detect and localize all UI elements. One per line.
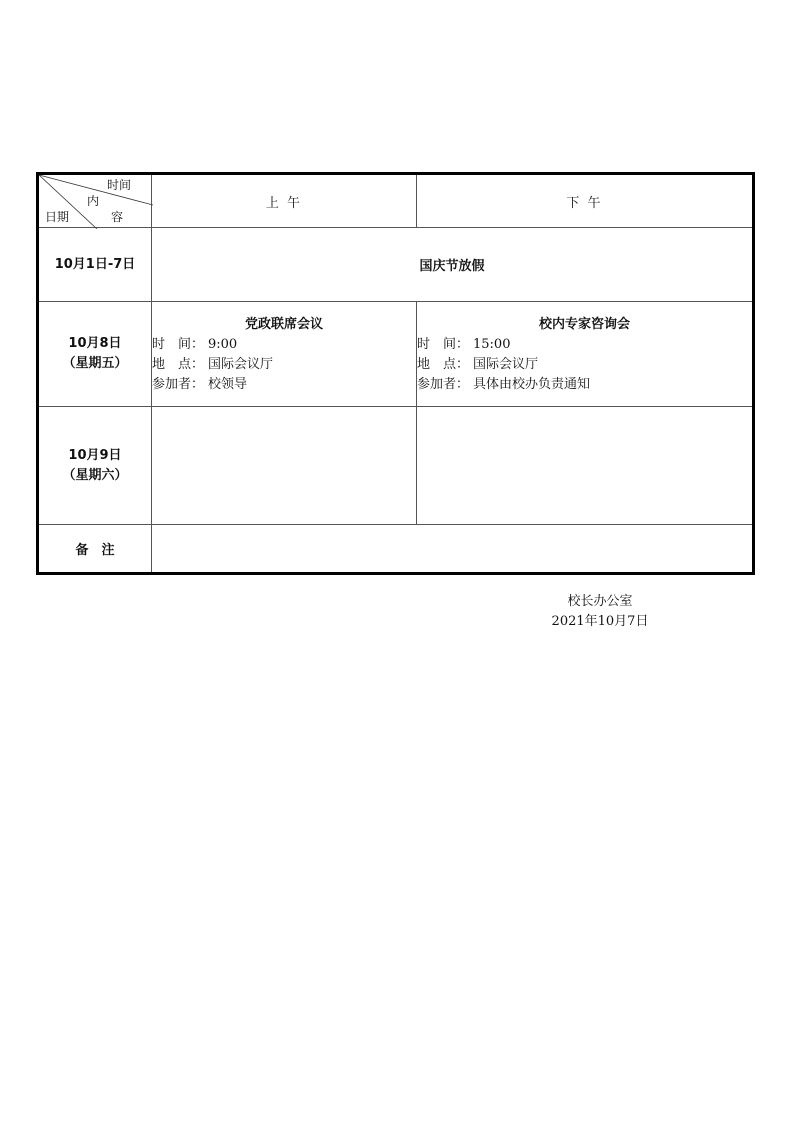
corner-content-label-2: 容	[111, 210, 124, 224]
morning-header: 上 午	[152, 174, 417, 228]
event-place: 国际会议厅	[208, 357, 274, 372]
event-attendees-line	[152, 375, 416, 395]
event-title: 校内专家咨询会	[538, 317, 630, 332]
event-time: 15:00	[473, 337, 511, 352]
event-place-line	[417, 355, 752, 375]
oct8-weekday: （星期五）	[62, 356, 128, 371]
signoff	[520, 592, 680, 632]
holiday-text: 国庆节放假	[152, 228, 754, 302]
oct9-date-cell	[38, 407, 152, 525]
corner-time-label: 时间	[107, 178, 132, 192]
day-row-oct8	[38, 302, 754, 407]
day-row-oct9	[38, 407, 754, 525]
place-label: 地 点：	[152, 357, 205, 372]
oct9-weekday: （星期六）	[62, 467, 128, 483]
event-title: 党政联席会议	[244, 317, 323, 332]
event-attendees: 校领导	[208, 377, 248, 392]
event-attendees-line	[417, 375, 752, 395]
oct8-afternoon-event	[417, 302, 754, 407]
oct9-afternoon-empty	[417, 407, 754, 525]
time-label: 时 间：	[152, 337, 205, 352]
event-time-line	[152, 335, 416, 355]
holiday-row	[38, 228, 754, 302]
attendees-label: 参加者：	[417, 377, 470, 392]
issue-date: 2021年10月7日	[551, 614, 649, 629]
place-label: 地 点：	[417, 357, 470, 372]
corner-date-label: 日期	[45, 210, 70, 224]
time-label: 时 间：	[417, 337, 470, 352]
remarks-label: 备 注	[38, 525, 152, 574]
event-time: 9:00	[208, 337, 238, 352]
event-attendees: 具体由校办负责通知	[473, 377, 591, 392]
event-time-line	[417, 335, 752, 355]
schedule-table	[36, 172, 755, 575]
oct8-date-cell	[38, 302, 152, 407]
remarks-row	[38, 525, 754, 574]
oct9-morning-empty	[152, 407, 417, 525]
schedule-sheet	[36, 172, 752, 572]
header-row	[38, 174, 754, 228]
attendees-label: 参加者：	[152, 377, 205, 392]
holiday-date-cell	[38, 228, 152, 302]
event-place: 国际会议厅	[473, 357, 539, 372]
holiday-date: 10月1日-7日	[54, 256, 136, 272]
remarks-content	[152, 525, 754, 574]
issuing-office: 校长办公室	[567, 594, 633, 609]
diagonal-header-cell	[38, 174, 152, 228]
corner-content-label-1: 内	[87, 194, 100, 208]
oct8-morning-event	[152, 302, 417, 407]
oct8-date: 10月8日	[68, 336, 122, 351]
event-place-line	[152, 355, 416, 375]
afternoon-header: 下 午	[417, 174, 754, 228]
oct9-date: 10月9日	[68, 447, 122, 463]
